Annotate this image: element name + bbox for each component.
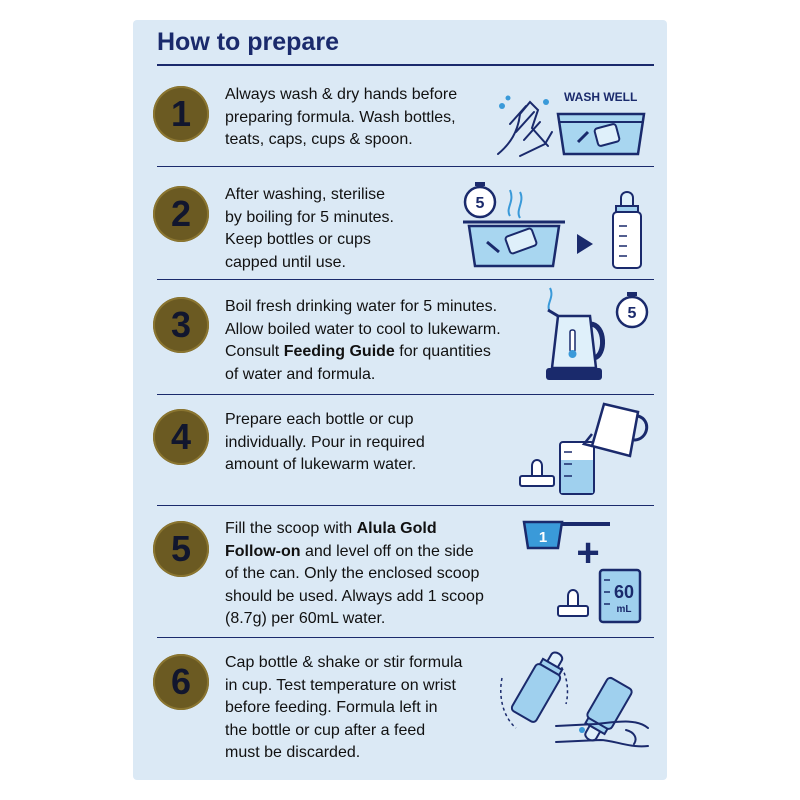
step-3-text bbox=[225, 296, 545, 386]
step-1-number: 1 bbox=[153, 86, 209, 142]
plus-icon: + bbox=[576, 531, 600, 575]
jug-unit: mL bbox=[616, 604, 632, 615]
timer-icon bbox=[465, 182, 495, 217]
step-divider bbox=[157, 505, 654, 506]
step-1-line: teats, caps, cups & spoon. bbox=[225, 131, 413, 148]
step-1-line: preparing formula. Wash bottles, bbox=[225, 108, 456, 126]
step-4-number: 4 bbox=[153, 409, 209, 465]
timer-minutes: 5 bbox=[627, 305, 637, 322]
step-6-text bbox=[225, 652, 515, 765]
pour-water-illustration bbox=[512, 400, 652, 500]
step-4-line: Prepare each bottle or cup bbox=[225, 411, 414, 428]
timer-minutes: 5 bbox=[475, 195, 485, 212]
steam-icon bbox=[549, 288, 552, 312]
step-3-text-part: for quantities bbox=[394, 343, 491, 360]
step-4-line: individually. Pour in required bbox=[225, 433, 425, 451]
step-divider bbox=[157, 637, 654, 638]
teat-icon bbox=[558, 590, 588, 616]
measuring-jug-icon bbox=[600, 570, 640, 622]
steam-icon bbox=[509, 190, 522, 218]
measuring-cup-icon bbox=[560, 442, 594, 494]
product-name-emphasis: Follow-on bbox=[225, 542, 301, 560]
step-divider bbox=[157, 166, 654, 167]
step-5-line: (8.7g) per 60mL water. bbox=[225, 610, 386, 627]
step-6-line: the bottle or cup after a feed bbox=[225, 721, 426, 739]
step-3-number: 3 bbox=[153, 297, 209, 353]
step-4-text bbox=[225, 409, 515, 477]
boiling-pot-icon bbox=[463, 222, 565, 266]
baby-bottle-pouring-icon bbox=[577, 676, 633, 746]
step-5-text-part: Fill the scoop with bbox=[225, 520, 357, 537]
step-2-line: capped until use. bbox=[225, 253, 346, 271]
step-3-line: of water and formula. bbox=[225, 365, 376, 383]
wash-hands-illustration bbox=[490, 84, 650, 164]
step-6-line: in cup. Test temperature on wrist bbox=[225, 676, 456, 694]
baby-bottle-tilted-icon bbox=[510, 648, 570, 723]
step-5-text bbox=[225, 518, 515, 631]
step-5-text-part: and level off on the side bbox=[300, 542, 474, 560]
step-3-line: Boil fresh drinking water for 5 minutes. bbox=[225, 298, 498, 315]
feeding-guide-emphasis: Feeding Guide bbox=[283, 343, 395, 360]
baby-bottle-icon bbox=[613, 192, 641, 268]
hands-icon bbox=[498, 102, 552, 156]
timer-icon bbox=[617, 292, 647, 327]
step-5-line: of the can. Only the enclosed scoop bbox=[225, 565, 480, 582]
wash-well-label: WASH WELL bbox=[564, 90, 638, 104]
scoop-illustration bbox=[522, 514, 652, 628]
step-4-line: amount of lukewarm water. bbox=[225, 456, 417, 473]
step-divider bbox=[157, 394, 654, 395]
step-2-line: Keep bottles or cups bbox=[225, 231, 371, 248]
sterilise-illustration bbox=[455, 176, 655, 274]
step-3-text-part: Consult bbox=[225, 343, 284, 360]
step-1-line: Always wash & dry hands before bbox=[225, 86, 458, 103]
jug-amount: 60 bbox=[613, 582, 635, 602]
wash-basin-icon bbox=[558, 114, 644, 154]
step-divider bbox=[157, 279, 654, 280]
formula-drop-icon bbox=[579, 727, 585, 733]
step-6-line: must be discarded. bbox=[225, 744, 361, 761]
title-divider bbox=[157, 64, 654, 66]
shake-test-illustration bbox=[496, 648, 656, 760]
step-5-number: 5 bbox=[153, 521, 209, 577]
step-2-number: 2 bbox=[153, 186, 209, 242]
step-3-line bbox=[225, 341, 545, 364]
step-2-line: After washing, sterilise bbox=[225, 186, 386, 203]
step-2-line: by boiling for 5 minutes. bbox=[225, 208, 394, 226]
teat-icon bbox=[520, 460, 554, 486]
kettle-illustration bbox=[540, 286, 655, 388]
scoop-count: 1 bbox=[538, 529, 548, 546]
step-5-line: should be used. Always add 1 scoop bbox=[225, 587, 484, 605]
step-6-number: 6 bbox=[153, 654, 209, 710]
step-3-line: Allow boiled water to cool to lukewarm. bbox=[225, 320, 501, 338]
step-6-line: Cap bottle & shake or stir formula bbox=[225, 654, 463, 671]
product-name-emphasis: Alula Gold bbox=[356, 520, 437, 537]
step-5-line bbox=[225, 541, 515, 564]
arrow-right-icon bbox=[577, 234, 593, 254]
page-title: How to prepare bbox=[157, 28, 339, 56]
kettle-icon bbox=[546, 310, 603, 380]
step-6-line: before feeding. Formula left in bbox=[225, 699, 438, 716]
step-5-line bbox=[225, 518, 515, 541]
step-1-text bbox=[225, 84, 515, 152]
